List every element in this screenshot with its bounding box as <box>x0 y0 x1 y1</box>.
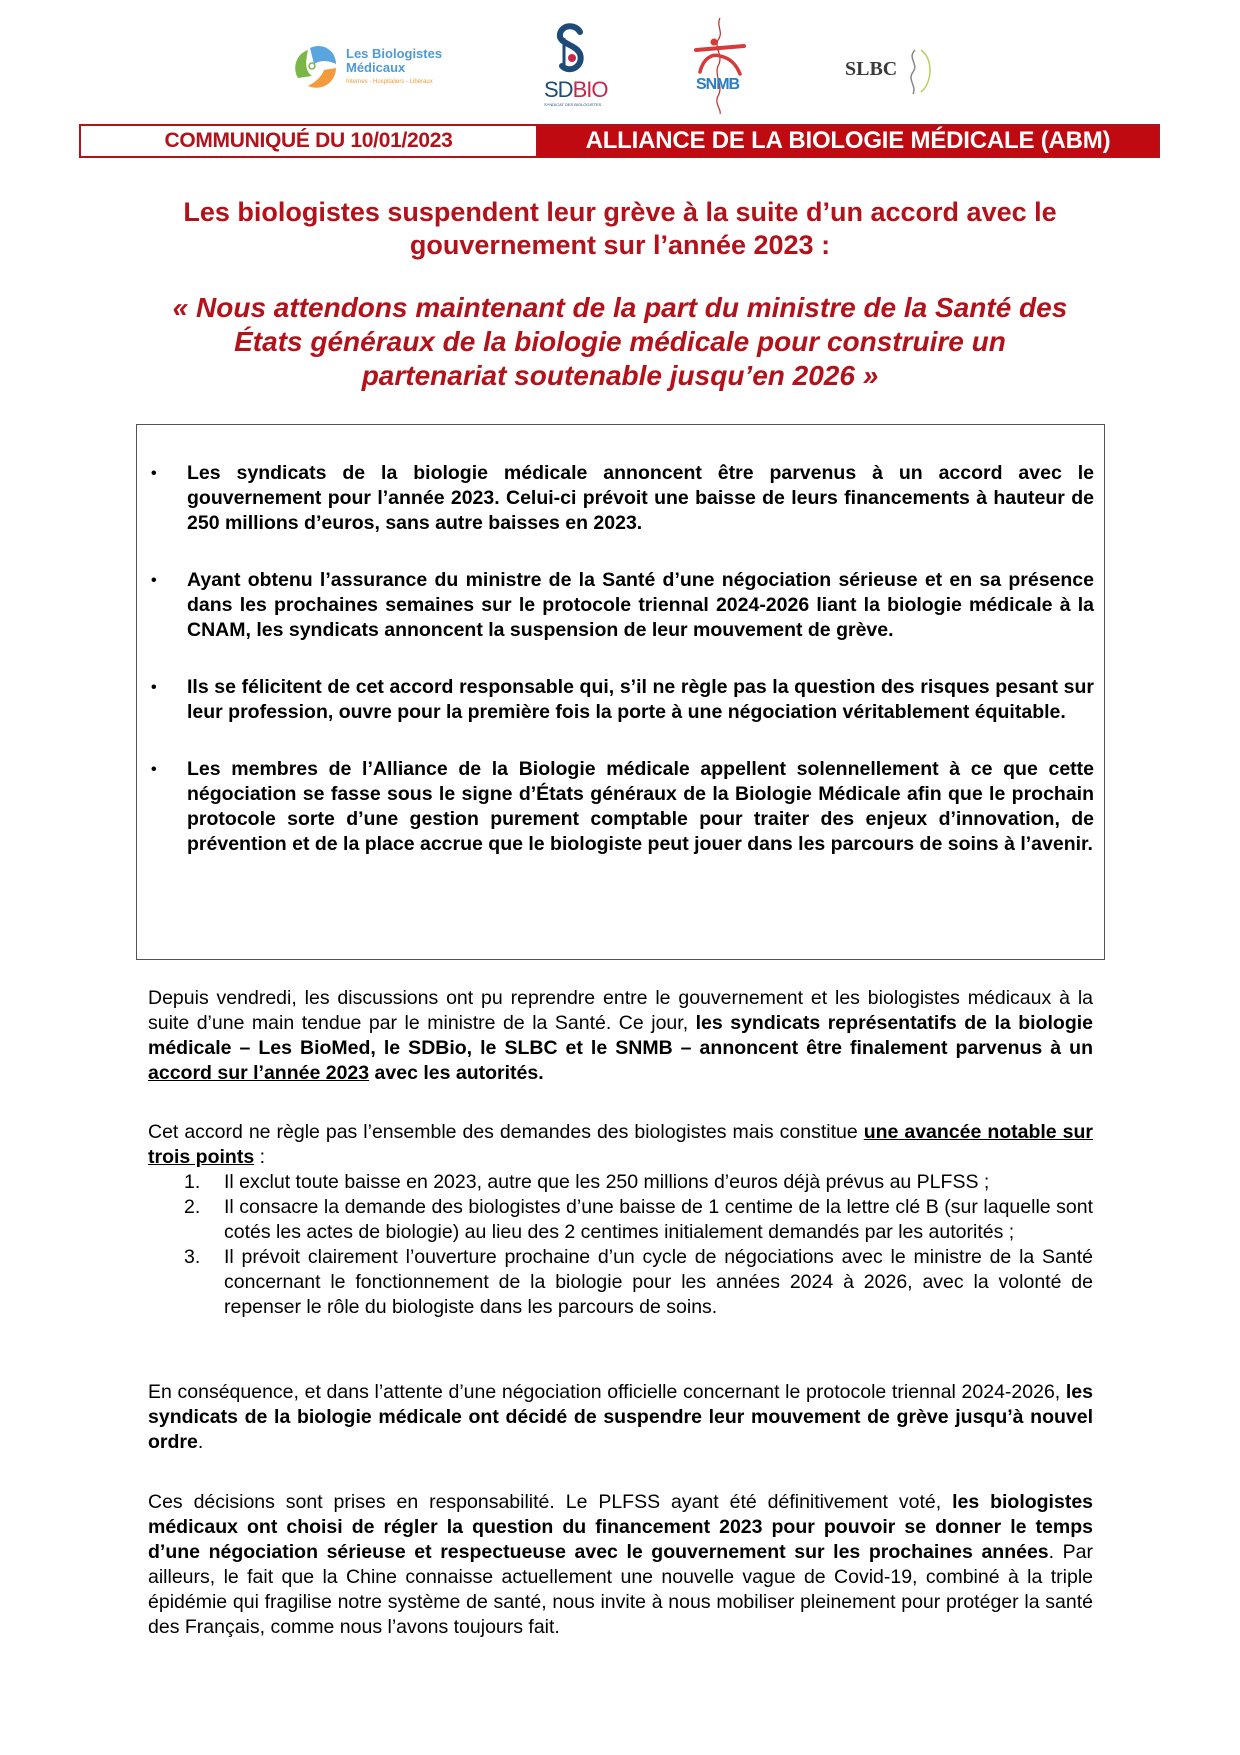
p1-text: Depuis vendredi, les discussions ont pu reprendre entre le gouvernement et les biologistes médicaux à la suite d’une main tendue par le ministre de la Santé. Ce jour, <box>148 987 1093 1034</box>
summary-text: Ils se félicitent de cet accord responsable qui, s’il ne règle pas la question des risques pesant sur leur profession, ouvre pour la première fois la porte à une négociation véritablement équitable. <box>187 676 1094 723</box>
summary-box <box>136 424 1105 960</box>
quote-line-3: partenariat soutenable jusqu’en 2026 » <box>361 360 879 391</box>
headline-line-2: gouvernement sur l’année 2023 : <box>409 230 831 260</box>
quote-headline <box>130 291 1110 393</box>
alliance-name: ALLIANCE DE LA BIOLOGIE MÉDICALE (ABM) <box>538 126 1158 156</box>
point-text: Il consacre la demande des biologistes d’une baisse de 1 centime de la lettre clé B (sur laquelle sont cotés les actes de biologie) au lieu des 2 centimes initialement demandés par les autorités ; <box>224 1196 1093 1243</box>
p4-text: Ces décisions sont prises en responsabilité. Le PLFSS ayant été définitivement voté, <box>148 1491 953 1513</box>
logo-slbc <box>845 46 940 96</box>
summary-text: Les membres de l’Alliance de la Biologie médicale appellent solennellement à ce que cette négociation se fasse sous le signe d’États généraux de la Biologie Médicale afin que le prochain protocole sorte d’une gestion purement comptable pour traiter des enjeux d’innovation, de prévention et de la place accrue que le biologiste peut jouer dans les parcours de soins à l’avenir. <box>187 758 1094 855</box>
bullet-icon: • <box>151 465 157 482</box>
biomed-emblem-icon <box>290 42 342 94</box>
logo-les-biologistes-medicaux <box>290 42 460 98</box>
paragraph-consequence <box>148 1380 1093 1455</box>
biomed-name-line1: Les Biologistes <box>346 46 443 61</box>
p2-end: : <box>254 1146 266 1168</box>
point-number: 1. <box>184 1171 201 1193</box>
partner-logos <box>0 14 1240 114</box>
point-text: Il exclut toute baisse en 2023, autre que les 250 millions d’euros déjà prévus au PLFSS ; <box>224 1171 990 1193</box>
logo-snmb <box>690 16 750 116</box>
p3-text: En conséquence, et dans l’attente d’une négociation officielle concernant le protocole triennal 2024-2026, <box>148 1381 1066 1403</box>
three-points-list <box>148 1170 1093 1320</box>
logo-sdbio <box>542 22 608 114</box>
slbc-emblem-icon <box>901 46 937 96</box>
bullet-icon: • <box>151 679 157 696</box>
p1-bold-end: avec les autorités. <box>369 1062 544 1084</box>
summary-item <box>137 757 1104 857</box>
summary-item <box>137 675 1104 725</box>
summary-text: Ayant obtenu l’assurance du ministre de la Santé d’une négociation sérieuse et en sa présence dans les prochaines semaines sur le protocole triennal 2024-2026 liant la biologie médicale à la CNAM, les syndicats annoncent la suspension de leur mouvement de grève. <box>187 569 1094 641</box>
headline-line-1: Les biologistes suspendent leur grève à la suite d’un accord avec le <box>183 197 1057 227</box>
summary-text: Les syndicats de la biologie médicale annoncent être parvenus à un accord avec le gouvernement pour l’année 2023. Celui-ci prévoit une baisse de leurs financements à hauteur de 250 millions d’euros, sans autre baisses en 2023. <box>187 462 1094 534</box>
slbc-name: SLBC <box>845 58 898 80</box>
point-number: 2. <box>184 1196 201 1218</box>
quote-line-2: États généraux de la biologie médicale pour construire un <box>234 326 1006 357</box>
point-item <box>148 1170 1093 1195</box>
headline <box>130 196 1110 262</box>
p4-end: . Par ailleurs, le fait que la Chine connaisse actuellement une nouvelle vague de Covid-19, combiné à la triple épidémie qui fragilise notre système de santé, nous invite à nous mobiliser pleinement pour protéger la santé des Français, comme nous l’avons toujours fait. <box>148 1541 1093 1638</box>
sdbio-emblem-icon <box>542 22 602 78</box>
summary-item <box>137 461 1104 536</box>
paragraph-discussions <box>148 986 1093 1086</box>
sdbio-name-bio: BIO <box>572 77 608 102</box>
p1-bold-underline: accord sur l’année 2023 <box>148 1062 370 1084</box>
p3-end: . <box>197 1431 204 1453</box>
biomed-name-line2: Médicaux <box>346 60 406 75</box>
point-item <box>148 1245 1093 1320</box>
header-band <box>79 124 1160 158</box>
bullet-icon: • <box>151 761 157 778</box>
point-item <box>148 1195 1093 1245</box>
bullet-icon: • <box>151 572 157 589</box>
sdbio-subtitle: SYNDICAT DES BIOLOGISTES <box>544 102 602 107</box>
summary-list <box>137 461 1104 889</box>
quote-line-1: « Nous attendons maintenant de la part du ministre de la Santé des <box>172 292 1068 323</box>
sdbio-name <box>544 77 607 103</box>
point-number: 3. <box>184 1246 201 1268</box>
p3-bold: les syndicats de la biologie médicale ont décidé de suspendre leur mouvement de grève jusqu’à nouvel ordre <box>148 1381 1093 1453</box>
communique-date: COMMUNIQUÉ DU 10/01/2023 <box>81 126 538 156</box>
p4-bold: les biologistes médicaux ont choisi de régler la question du financement 2023 pour pouvoir se donner le temps d’une négociation sérieuse et respectueuse avec le gouvernement sur les prochaines années <box>148 1491 1094 1563</box>
snmb-name: SNMB <box>696 76 740 93</box>
sdbio-name-sd: SD <box>544 77 573 102</box>
p1-bold: les syndicats représentatifs de la biologie médicale – Les BioMed, le SDBio, le SLBC et le SNMB – annoncent être finalement parvenus à un <box>148 1012 1093 1059</box>
paragraph-decisions <box>148 1490 1093 1640</box>
p2-bold-underline: une avancée notable sur trois points <box>148 1121 1093 1168</box>
snmb-emblem-icon <box>690 16 750 116</box>
paragraph-accord <box>148 1120 1093 1170</box>
point-text: Il prévoit clairement l’ouverture prochaine d’un cycle de négociations avec le ministre de la Santé concernant le fonctionnement de la biologie pour les années 2024 à 2026, avec la volonté de repenser le rôle du biologiste dans les parcours de soins. <box>224 1246 1093 1318</box>
summary-item <box>137 568 1104 643</box>
biomed-tagline: Internes - Hospitaliers - Libéraux <box>346 79 433 85</box>
p2-text: Cet accord ne règle pas l’ensemble des demandes des biologistes mais constitue <box>148 1121 864 1143</box>
